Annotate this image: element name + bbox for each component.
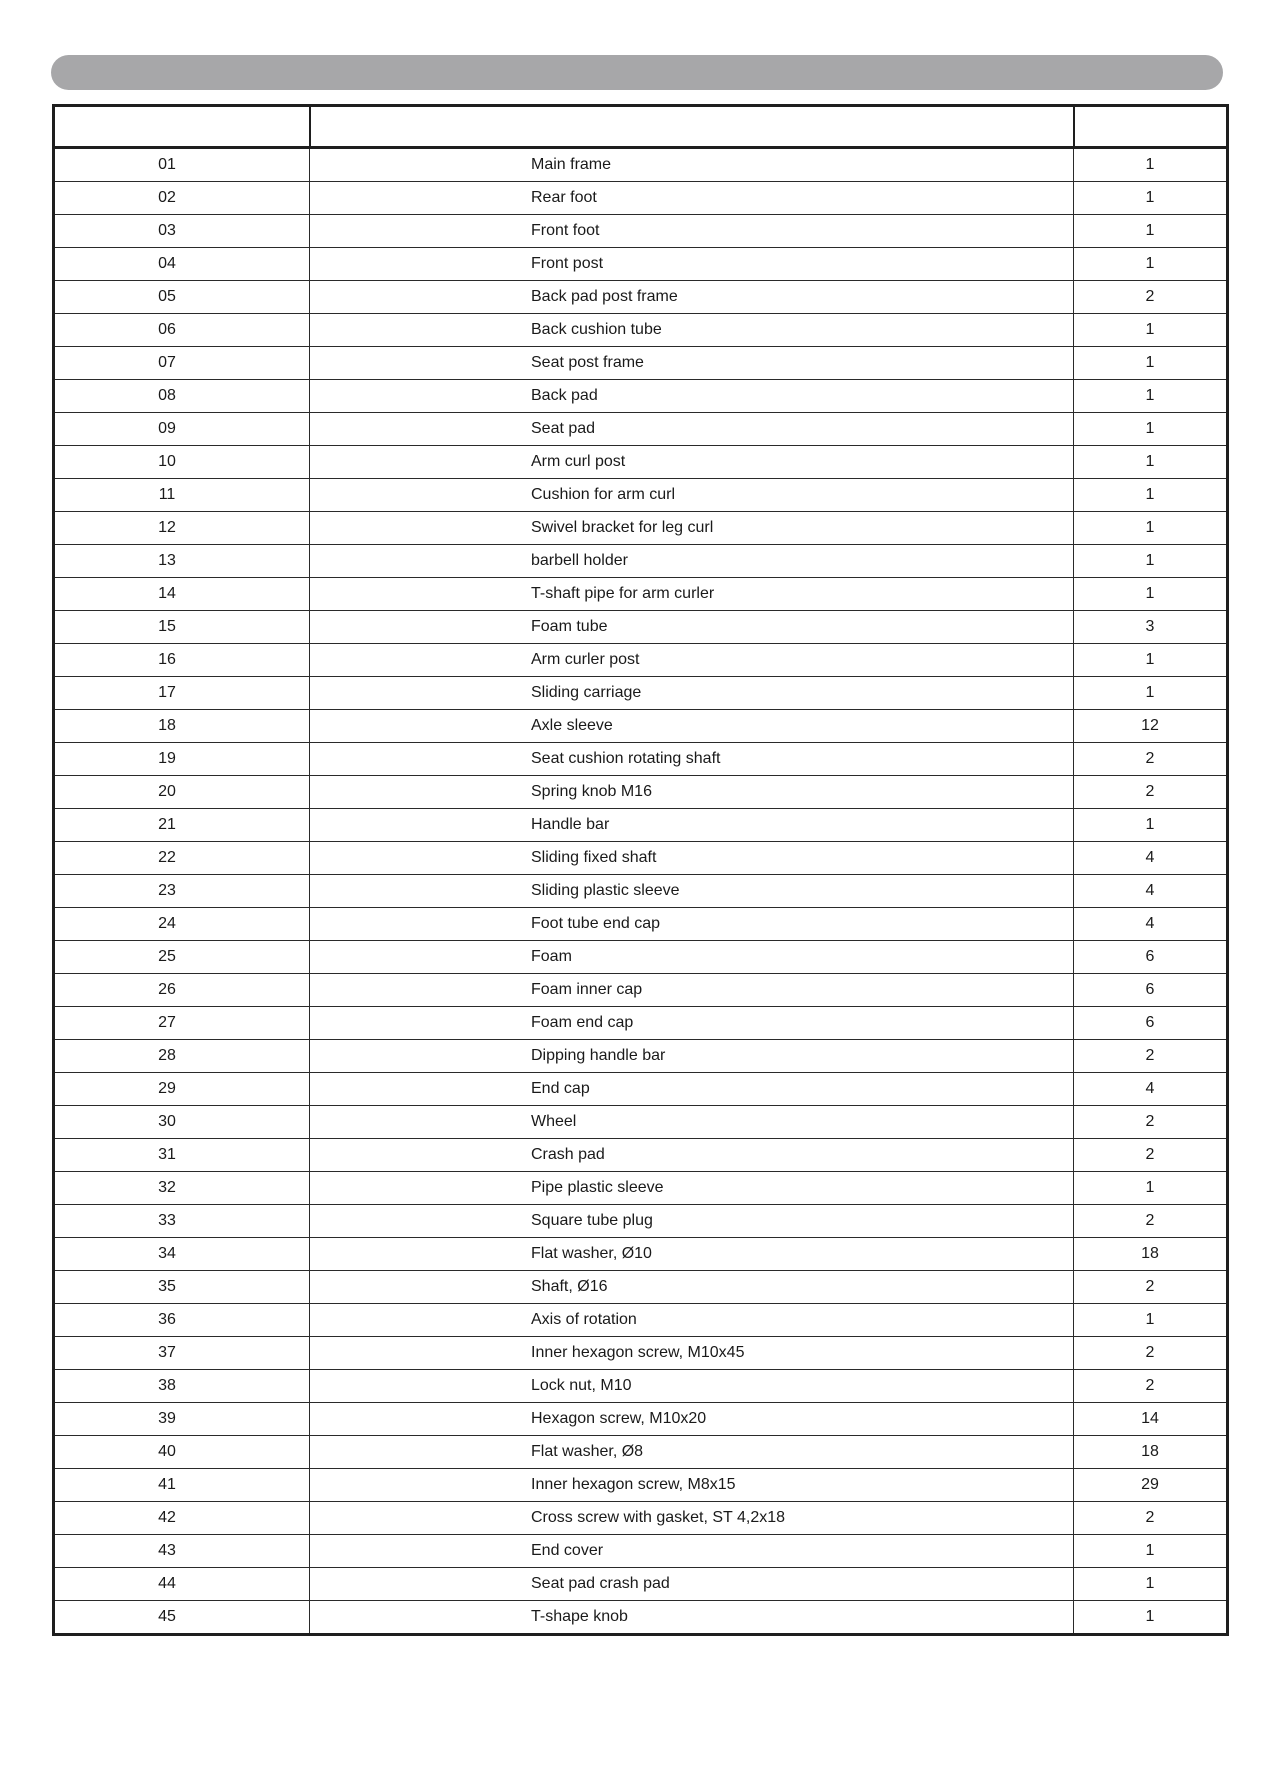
part-number-cell: 07 — [54, 347, 310, 380]
part-name-cell: Arm curler post — [310, 644, 1074, 677]
table-row — [54, 1502, 1228, 1535]
part-number-cell: 35 — [54, 1271, 310, 1304]
quantity-cell: 2 — [1074, 743, 1228, 776]
part-name-cell: Arm curl post — [310, 446, 1074, 479]
part-number-cell: 16 — [54, 644, 310, 677]
part-number-cell: 33 — [54, 1205, 310, 1238]
quantity-cell: 1 — [1074, 1304, 1228, 1337]
part-name-cell: Inner hexagon screw, M8x15 — [310, 1469, 1074, 1502]
part-number-cell: 09 — [54, 413, 310, 446]
quantity-cell: 18 — [1074, 1436, 1228, 1469]
part-number-cell: 18 — [54, 710, 310, 743]
part-number-cell: 44 — [54, 1568, 310, 1601]
part-name-cell: Sliding plastic sleeve — [310, 875, 1074, 908]
part-name-cell: Main frame — [310, 148, 1074, 182]
part-name-cell: Cross screw with gasket, ST 4,2x18 — [310, 1502, 1074, 1535]
part-name-cell: Rear foot — [310, 182, 1074, 215]
table-row — [54, 1106, 1228, 1139]
title-bar — [51, 55, 1223, 90]
quantity-cell: 1 — [1074, 1172, 1228, 1205]
part-number-cell: 39 — [54, 1403, 310, 1436]
table-row — [54, 842, 1228, 875]
quantity-cell: 3 — [1074, 611, 1228, 644]
quantity-cell: 2 — [1074, 1139, 1228, 1172]
part-number-cell: 01 — [54, 148, 310, 182]
part-number-cell: 19 — [54, 743, 310, 776]
part-number-cell: 40 — [54, 1436, 310, 1469]
table-row — [54, 314, 1228, 347]
quantity-cell: 6 — [1074, 1007, 1228, 1040]
part-number-cell: 30 — [54, 1106, 310, 1139]
table-row — [54, 710, 1228, 743]
part-name-cell: Back cushion tube — [310, 314, 1074, 347]
part-name-cell: Foam tube — [310, 611, 1074, 644]
part-name-cell: Handle bar — [310, 809, 1074, 842]
part-name-cell: barbell holder — [310, 545, 1074, 578]
table-row — [54, 545, 1228, 578]
part-number-cell: 31 — [54, 1139, 310, 1172]
quantity-cell: 2 — [1074, 1370, 1228, 1403]
quantity-cell: 18 — [1074, 1238, 1228, 1271]
part-number-cell: 20 — [54, 776, 310, 809]
table-row — [54, 1205, 1228, 1238]
table-row — [54, 1436, 1228, 1469]
quantity-cell: 6 — [1074, 974, 1228, 1007]
quantity-cell: 1 — [1074, 347, 1228, 380]
part-number-cell: 15 — [54, 611, 310, 644]
quantity-cell: 1 — [1074, 380, 1228, 413]
part-number-cell: 28 — [54, 1040, 310, 1073]
table-header-row — [54, 106, 1228, 148]
part-number-cell: 23 — [54, 875, 310, 908]
quantity-cell: 1 — [1074, 677, 1228, 710]
table-row — [54, 1073, 1228, 1106]
table-row — [54, 1568, 1228, 1601]
quantity-cell: 29 — [1074, 1469, 1228, 1502]
quantity-cell: 6 — [1074, 941, 1228, 974]
part-name-cell: Foam end cap — [310, 1007, 1074, 1040]
part-name-cell: Flat washer, Ø8 — [310, 1436, 1074, 1469]
quantity-cell: 1 — [1074, 644, 1228, 677]
quantity-cell: 4 — [1074, 875, 1228, 908]
part-number-cell: 24 — [54, 908, 310, 941]
header-part-name — [310, 106, 1074, 148]
part-number-cell: 12 — [54, 512, 310, 545]
part-number-cell: 04 — [54, 248, 310, 281]
quantity-cell: 4 — [1074, 842, 1228, 875]
part-name-cell: Cushion for arm curl — [310, 479, 1074, 512]
table-row — [54, 1238, 1228, 1271]
table-row — [54, 347, 1228, 380]
part-name-cell: Seat post frame — [310, 347, 1074, 380]
part-number-cell: 27 — [54, 1007, 310, 1040]
part-number-cell: 45 — [54, 1601, 310, 1635]
quantity-cell: 2 — [1074, 1205, 1228, 1238]
part-name-cell: Back pad — [310, 380, 1074, 413]
quantity-cell: 2 — [1074, 1271, 1228, 1304]
quantity-cell: 1 — [1074, 545, 1228, 578]
quantity-cell: 1 — [1074, 446, 1228, 479]
table-row — [54, 1304, 1228, 1337]
quantity-cell: 1 — [1074, 512, 1228, 545]
table-row — [54, 875, 1228, 908]
part-number-cell: 25 — [54, 941, 310, 974]
quantity-cell: 4 — [1074, 908, 1228, 941]
table-row — [54, 182, 1228, 215]
part-name-cell: Axis of rotation — [310, 1304, 1074, 1337]
part-number-cell: 38 — [54, 1370, 310, 1403]
part-name-cell: Wheel — [310, 1106, 1074, 1139]
part-number-cell: 02 — [54, 182, 310, 215]
part-name-cell: Front post — [310, 248, 1074, 281]
table-row — [54, 479, 1228, 512]
table-row — [54, 1601, 1228, 1635]
table-row — [54, 578, 1228, 611]
part-name-cell: Lock nut, M10 — [310, 1370, 1074, 1403]
part-number-cell: 26 — [54, 974, 310, 1007]
table-row — [54, 1271, 1228, 1304]
table-row — [54, 1403, 1228, 1436]
part-name-cell: Seat pad — [310, 413, 1074, 446]
table-row — [54, 1535, 1228, 1568]
header-quantity — [1074, 106, 1228, 148]
part-number-cell: 29 — [54, 1073, 310, 1106]
part-number-cell: 03 — [54, 215, 310, 248]
quantity-cell: 1 — [1074, 1535, 1228, 1568]
part-name-cell: Sliding fixed shaft — [310, 842, 1074, 875]
table-row — [54, 512, 1228, 545]
quantity-cell: 1 — [1074, 413, 1228, 446]
part-name-cell: Foot tube end cap — [310, 908, 1074, 941]
table-row — [54, 148, 1228, 182]
part-number-cell: 37 — [54, 1337, 310, 1370]
part-number-cell: 41 — [54, 1469, 310, 1502]
part-name-cell: Flat washer, Ø10 — [310, 1238, 1074, 1271]
quantity-cell: 2 — [1074, 776, 1228, 809]
table-row — [54, 1172, 1228, 1205]
table-row — [54, 215, 1228, 248]
quantity-cell: 2 — [1074, 1040, 1228, 1073]
table-row — [54, 413, 1228, 446]
part-number-cell: 08 — [54, 380, 310, 413]
quantity-cell: 2 — [1074, 281, 1228, 314]
part-number-cell: 43 — [54, 1535, 310, 1568]
part-number-cell: 05 — [54, 281, 310, 314]
part-name-cell: Seat pad crash pad — [310, 1568, 1074, 1601]
part-number-cell: 17 — [54, 677, 310, 710]
quantity-cell: 1 — [1074, 479, 1228, 512]
table-row — [54, 941, 1228, 974]
table-row — [54, 1370, 1228, 1403]
part-number-cell: 13 — [54, 545, 310, 578]
quantity-cell: 1 — [1074, 182, 1228, 215]
quantity-cell: 4 — [1074, 1073, 1228, 1106]
part-number-cell: 10 — [54, 446, 310, 479]
quantity-cell: 1 — [1074, 1568, 1228, 1601]
part-name-cell: Front foot — [310, 215, 1074, 248]
quantity-cell: 1 — [1074, 148, 1228, 182]
part-number-cell: 34 — [54, 1238, 310, 1271]
quantity-cell: 2 — [1074, 1337, 1228, 1370]
part-name-cell: T-shape knob — [310, 1601, 1074, 1635]
quantity-cell: 1 — [1074, 248, 1228, 281]
part-name-cell: Hexagon screw, M10x20 — [310, 1403, 1074, 1436]
part-name-cell: Swivel bracket for leg curl — [310, 512, 1074, 545]
part-name-cell: Spring knob M16 — [310, 776, 1074, 809]
part-name-cell: Seat cushion rotating shaft — [310, 743, 1074, 776]
part-number-cell: 06 — [54, 314, 310, 347]
table-row — [54, 446, 1228, 479]
part-number-cell: 32 — [54, 1172, 310, 1205]
part-number-cell: 11 — [54, 479, 310, 512]
quantity-cell: 2 — [1074, 1502, 1228, 1535]
table-row — [54, 1469, 1228, 1502]
quantity-cell: 12 — [1074, 710, 1228, 743]
part-number-cell: 42 — [54, 1502, 310, 1535]
table-row — [54, 380, 1228, 413]
part-number-cell: 14 — [54, 578, 310, 611]
part-name-cell: End cap — [310, 1073, 1074, 1106]
part-name-cell: Axle sleeve — [310, 710, 1074, 743]
table-row — [54, 677, 1228, 710]
quantity-cell: 2 — [1074, 1106, 1228, 1139]
header-part-number — [54, 106, 310, 148]
table-row — [54, 281, 1228, 314]
part-name-cell: End cover — [310, 1535, 1074, 1568]
table-row — [54, 1040, 1228, 1073]
table-row — [54, 974, 1228, 1007]
part-number-cell: 22 — [54, 842, 310, 875]
table-row — [54, 1139, 1228, 1172]
parts-table-body — [54, 148, 1228, 1635]
part-name-cell: Dipping handle bar — [310, 1040, 1074, 1073]
table-row — [54, 776, 1228, 809]
quantity-cell: 1 — [1074, 809, 1228, 842]
table-row — [54, 248, 1228, 281]
part-number-cell: 21 — [54, 809, 310, 842]
quantity-cell: 1 — [1074, 1601, 1228, 1635]
parts-list-table — [52, 104, 1229, 1636]
part-name-cell: Crash pad — [310, 1139, 1074, 1172]
part-number-cell: 36 — [54, 1304, 310, 1337]
quantity-cell: 14 — [1074, 1403, 1228, 1436]
part-name-cell: Foam inner cap — [310, 974, 1074, 1007]
table-row — [54, 908, 1228, 941]
part-name-cell: Shaft, Ø16 — [310, 1271, 1074, 1304]
part-name-cell: Back pad post frame — [310, 281, 1074, 314]
table-row — [54, 1337, 1228, 1370]
part-name-cell: Square tube plug — [310, 1205, 1074, 1238]
part-name-cell: Inner hexagon screw, M10x45 — [310, 1337, 1074, 1370]
table-row — [54, 644, 1228, 677]
part-name-cell: Sliding carriage — [310, 677, 1074, 710]
part-name-cell: Pipe plastic sleeve — [310, 1172, 1074, 1205]
quantity-cell: 1 — [1074, 314, 1228, 347]
table-row — [54, 611, 1228, 644]
part-name-cell: T-shaft pipe for arm curler — [310, 578, 1074, 611]
table-row — [54, 809, 1228, 842]
part-name-cell: Foam — [310, 941, 1074, 974]
table-row — [54, 1007, 1228, 1040]
quantity-cell: 1 — [1074, 578, 1228, 611]
table-row — [54, 743, 1228, 776]
quantity-cell: 1 — [1074, 215, 1228, 248]
